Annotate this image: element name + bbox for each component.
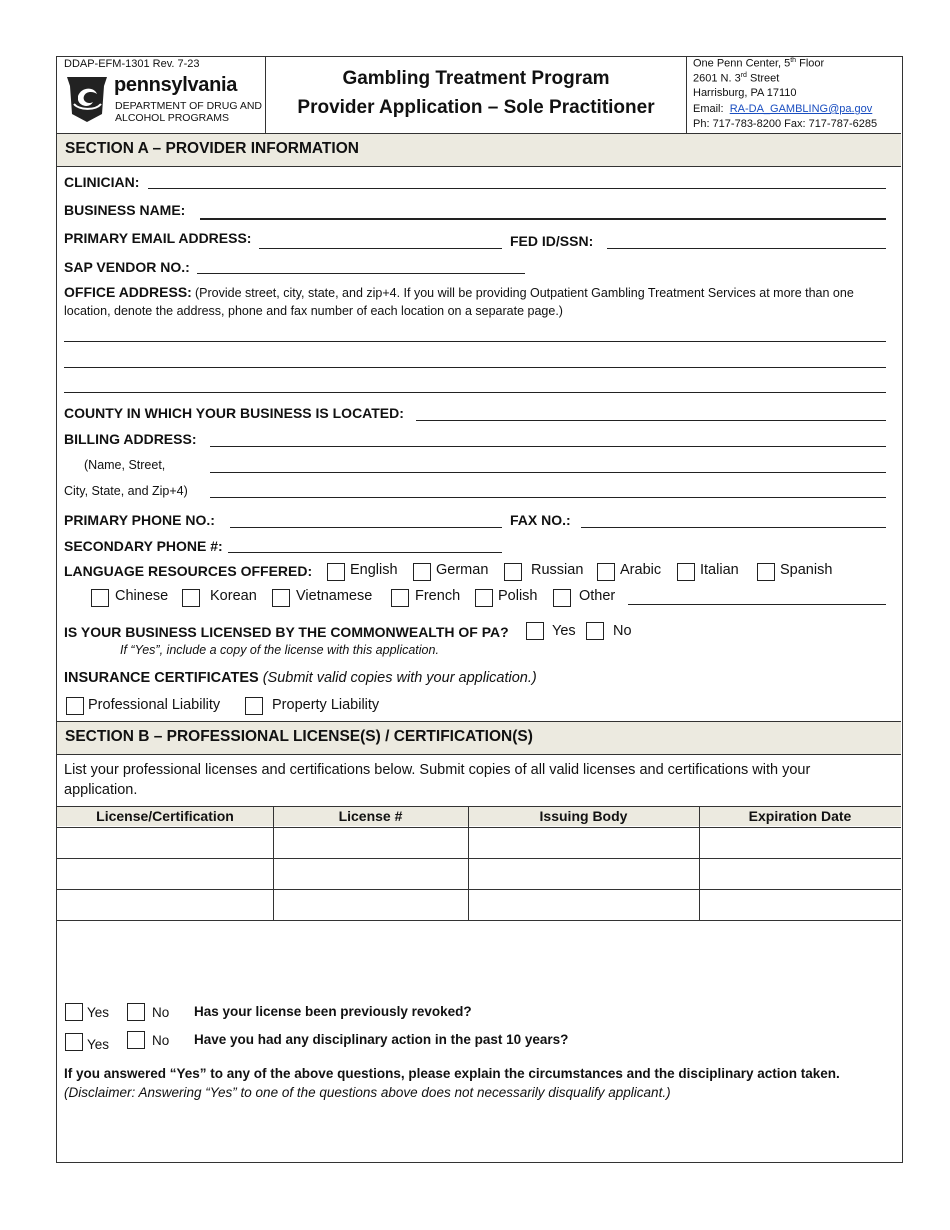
disclaimer: (Disclaimer: Answering “Yes” to one of the questions above does not necessarily disqualify applicant.)	[64, 1085, 671, 1100]
business-name-field[interactable]	[200, 218, 886, 220]
language-german: German	[436, 562, 489, 578]
email-line: Email: RA-DA_GAMBLING@pa.gov	[693, 103, 873, 115]
language-arabic: Arabic	[620, 562, 662, 578]
language-chinese: Chinese	[115, 588, 169, 604]
fax-field[interactable]	[581, 527, 886, 528]
billing-address-label: BILLING ADDRESS:	[64, 431, 197, 447]
language-french: French	[415, 588, 461, 604]
form-title-line2: Provider Application – Sole Practitioner	[297, 97, 655, 118]
revoked-yes-checkbox[interactable]	[65, 1003, 83, 1021]
clinician-field[interactable]	[148, 188, 886, 189]
language-english: English	[350, 562, 398, 578]
address-line3: Harrisburg, PA 17110	[693, 87, 797, 99]
explanation-area[interactable]	[58, 1104, 900, 1159]
insurance-line	[64, 670, 537, 686]
table-cell[interactable]	[700, 828, 900, 857]
logo-dept-line2: ALCOHOL PROGRAMS	[115, 112, 229, 124]
language-other-field[interactable]	[628, 604, 886, 605]
language-checkbox-other[interactable]	[553, 589, 571, 607]
language-italian: Italian	[700, 562, 739, 578]
office-address-line-2[interactable]	[64, 367, 886, 368]
table-cell[interactable]	[58, 828, 272, 857]
billing-address-line-3[interactable]	[210, 497, 886, 498]
email-label: PRIMARY EMAIL ADDRESS:	[64, 230, 252, 246]
language-checkbox-spanish[interactable]	[757, 563, 775, 581]
table-cell[interactable]	[469, 859, 698, 888]
form-title-line1: Gambling Treatment Program	[342, 68, 610, 89]
fax-label: FAX NO.:	[510, 512, 571, 528]
licensed-question: IS YOUR BUSINESS LICENSED BY THE COMMONWEALTH OF PA?	[64, 624, 509, 640]
col-header-license-number: License #	[338, 808, 403, 824]
table-rule	[57, 806, 901, 807]
billing-address-line-1[interactable]	[210, 446, 886, 447]
primary-phone-field[interactable]	[230, 527, 502, 528]
licensed-yes-checkbox[interactable]	[526, 622, 544, 640]
section-b-title: SECTION B – PROFESSIONAL LICENSE(S) / CERTIFICATION(S)	[65, 728, 533, 745]
secondary-phone-field[interactable]	[228, 552, 502, 553]
section-b-intro-1: List your professional licenses and certifications below. Submit copies of all valid licenses and certifications with your	[64, 762, 811, 778]
phone-fax-line: Ph: 717-783-8200 Fax: 717-787-6285	[693, 118, 878, 130]
sap-vendor-field[interactable]	[197, 273, 525, 274]
language-checkbox-russian[interactable]	[504, 563, 522, 581]
table-cell[interactable]	[469, 890, 698, 919]
explain-instruction: If you answered “Yes” to any of the above questions, please explain the circumstances and the disciplinary action taken.	[64, 1066, 840, 1081]
language-polish: Polish	[498, 588, 538, 604]
language-other: Other	[579, 588, 616, 604]
office-address-label: OFFICE ADDRESS:	[64, 284, 192, 300]
pennsylvania-keystone-logo-icon	[64, 74, 110, 124]
language-checkbox-french[interactable]	[391, 589, 409, 607]
disciplinary-no-label: No	[152, 1033, 170, 1048]
business-name-label: BUSINESS NAME:	[64, 202, 186, 218]
form-code: DDAP-EFM-1301 Rev. 7-23	[64, 58, 200, 70]
language-spanish: Spanish	[780, 562, 833, 578]
language-checkbox-chinese[interactable]	[91, 589, 109, 607]
language-checkbox-italian[interactable]	[677, 563, 695, 581]
county-label: COUNTY IN WHICH YOUR BUSINESS IS LOCATED:	[64, 405, 404, 421]
office-address-note-2: location, denote the address, phone and fax number of each location on a separate page.)	[64, 304, 563, 318]
section-b-header	[57, 721, 901, 755]
county-field[interactable]	[416, 420, 886, 421]
section-a-header	[57, 133, 901, 167]
language-vietnamese: Vietnamese	[296, 588, 373, 604]
language-label: LANGUAGE RESOURCES OFFERED:	[64, 563, 313, 579]
revoked-no-label: No	[152, 1005, 170, 1020]
col-header-license-certification: License/Certification	[96, 808, 234, 824]
table-rule	[57, 920, 901, 921]
logo-wordmark: pennsylvania	[114, 74, 238, 96]
email-link[interactable]: RA-DA_GAMBLING@pa.gov	[729, 103, 873, 115]
header-divider	[686, 56, 687, 133]
professional-liability-checkbox[interactable]	[66, 697, 84, 715]
revoked-no-checkbox[interactable]	[127, 1003, 145, 1021]
fed-id-label: FED ID/SSN:	[510, 233, 594, 249]
clinician-label: CLINICIAN:	[64, 174, 140, 190]
disciplinary-no-checkbox[interactable]	[127, 1031, 145, 1049]
address-line1: One Penn Center, 5th Floor	[693, 57, 825, 70]
table-cell[interactable]	[700, 859, 900, 888]
col-header-issuing-body: Issuing Body	[539, 808, 628, 824]
billing-address-line-2[interactable]	[210, 472, 886, 473]
revoked-yes-label: Yes	[87, 1005, 110, 1020]
insurance-note: (Submit valid copies with your application.)	[262, 670, 537, 686]
property-liability-checkbox[interactable]	[245, 697, 263, 715]
table-cell[interactable]	[469, 828, 698, 857]
table-cell[interactable]	[274, 828, 467, 857]
address-line2: 2601 N. 3rd Street	[693, 72, 780, 85]
licensed-note: If “Yes”, include a copy of the license with this application.	[120, 643, 439, 657]
language-checkbox-english[interactable]	[327, 563, 345, 581]
office-address-line-3[interactable]	[64, 392, 886, 393]
licensed-yes-label: Yes	[552, 623, 576, 639]
billing-hint-2: City, State, and Zip+4)	[64, 484, 188, 498]
language-checkbox-german[interactable]	[413, 563, 431, 581]
disciplinary-yes-checkbox[interactable]	[65, 1033, 83, 1051]
language-russian: Russian	[531, 562, 584, 578]
language-checkbox-vietnamese[interactable]	[272, 589, 290, 607]
fed-id-field[interactable]	[607, 248, 886, 249]
disciplinary-yes-label: Yes	[87, 1037, 110, 1052]
licensed-no-label: No	[613, 623, 632, 639]
language-checkbox-korean[interactable]	[182, 589, 200, 607]
language-checkbox-arabic[interactable]	[597, 563, 615, 581]
col-header-expiration-date: Expiration Date	[748, 808, 852, 824]
primary-phone-label: PRIMARY PHONE NO.:	[64, 512, 215, 528]
disciplinary-question: Have you had any disciplinary action in the past 10 years?	[194, 1032, 569, 1047]
table-cell[interactable]	[274, 890, 467, 919]
language-korean: Korean	[210, 588, 257, 604]
form-frame	[56, 56, 903, 1163]
table-cell[interactable]	[58, 859, 272, 888]
table-cell[interactable]	[58, 890, 272, 919]
office-address-note-1: (Provide street, city, state, and zip+4. If you will be providing Outpatient Gambling Treatment Services at more than one	[195, 286, 854, 300]
table-cell[interactable]	[700, 890, 900, 919]
insurance-label: INSURANCE CERTIFICATES	[64, 670, 259, 686]
logo-dept-line1: DEPARTMENT OF DRUG AND	[115, 100, 263, 112]
secondary-phone-label: SECONDARY PHONE #:	[64, 538, 223, 554]
revoked-question: Has your license been previously revoked?	[194, 1004, 472, 1019]
section-a-title: SECTION A – PROVIDER INFORMATION	[65, 140, 359, 157]
property-liability-label: Property Liability	[272, 697, 380, 713]
email-field[interactable]	[259, 248, 502, 249]
table-cell[interactable]	[274, 859, 467, 888]
licensed-no-checkbox[interactable]	[586, 622, 604, 640]
language-checkbox-polish[interactable]	[475, 589, 493, 607]
office-address-line-1[interactable]	[64, 341, 886, 342]
professional-liability-label: Professional Liability	[88, 697, 221, 713]
section-b-intro-2: application.	[64, 782, 138, 798]
sap-vendor-label: SAP VENDOR NO.:	[64, 259, 190, 275]
billing-hint-1: (Name, Street,	[84, 458, 166, 472]
